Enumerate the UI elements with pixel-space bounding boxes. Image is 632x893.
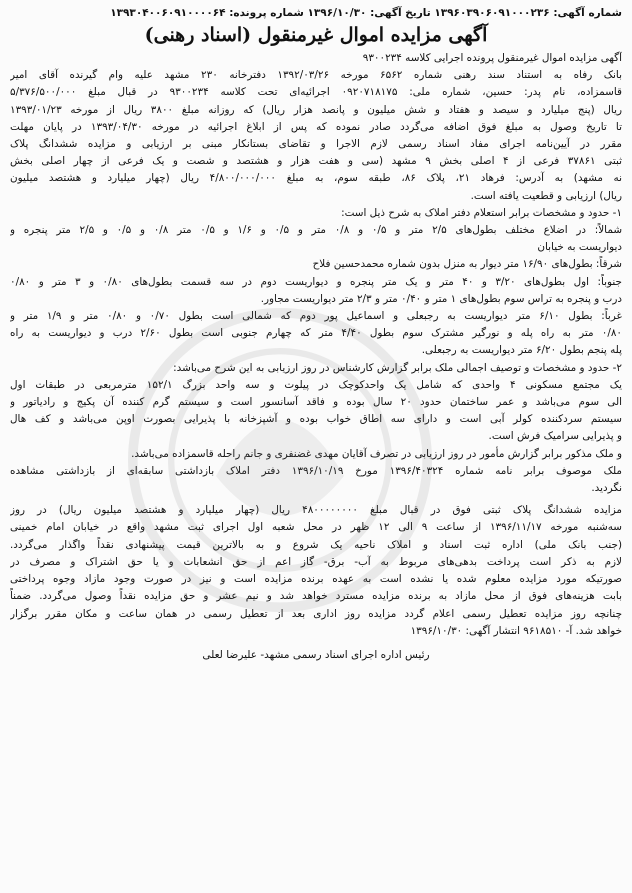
section-expert-description (10, 360, 622, 498)
text-line: مزایده ششدانگ پلاک ثبتی فوق در قبال مبلغ ۴۸۰۰۰۰۰۰۰۰ ریال (چهار میلیارد و هشتصد میلیون ریال) در روز (10, 504, 622, 517)
text-line: قاسمزاده، نام پدر: حسین، شماره ملی: ۰۹۲۰۷۱۸۱۷۵ اجرائیه‌ای تحت کلاسه ۹۳۰۰۲۳۴ در قبال مبلغ ۵/۳۷۶/۵۰۰/۰۰۰ (10, 86, 622, 99)
text-line: شرقاً: بطول‌های ۱۶/۹۰ متر دیوار به منزل بدون شماره محمدحسین فلاح (312, 258, 622, 271)
text-line: صورتیکه مورد مزایده معلوم شده یا نشده است به عهده برنده مزایده است و نیز در صورت وجود مازاد وجوه پرداختی (10, 573, 622, 586)
text-line: لازم به ذکر است پرداخت بدهی‌های مربوط به آب- برق- گاز اعم از حق انشعابات و یا حق اشتراک و مصرف در (10, 555, 622, 568)
text-line: (جنب بانک ملی) اداره ثبت اسناد و املاک ناحیه یک شروع و به بالاترین قیمت پیشنهادی نقداً واگذار می‌گردد. (10, 538, 622, 551)
signature-line: رئیس اداره اجرای اسناد رسمی مشهد- علیرضا لعلی (202, 648, 430, 661)
text-line: تا تاریخ وصول به مبلغ فوق اضافه می‌گردد صادر نموده که پس از ابلاغ اجرائیه در مورخه ۱۳۹۳/۰۴/۳۰ در پایان مهلت (10, 120, 622, 133)
text-line: ۰/۸۰ متر به راه پله و نورگیر مشترک سوم بطول ۴/۴۰ متر که چهارم جنوبی است بطول ۲/۶۰ درب و دیواریست به راه (10, 327, 622, 340)
notice-meta-line: شماره آگهی: ۱۳۹۶۰۳۹۰۶۰۹۱۰۰۰۲۳۶ تاریخ آگهی: ۱۳۹۶/۱۰/۳۰ شماره پرونده: ۱۳۹۳۰۴۰۰۶۰۹۱۰۰۰۰۶۴ (110, 7, 622, 19)
section-auction-terms (10, 502, 622, 640)
text-line: نگردید. (591, 482, 622, 495)
text-line: ملک موصوف برابر نامه شماره ۱۳۹۶/۴۰۳۲۴ مورخ ۱۳۹۶/۱۰/۱۹ دفتر املاک بازداشتی سابقه‌ای از بازداشتی مشاهده (10, 464, 622, 477)
section-boundaries-registry (10, 205, 622, 360)
text-line: شمالاً: در اضلاع مختلف بطول‌های ۲/۵ متر و ۰/۵ و ۰/۸ متر و ۰/۵ و ۱/۶ و ۰/۵ متر ۰/۸ و ۰/۵ و ۲/۵ متر پنجره و (10, 224, 622, 237)
text-line: ریال) ارزیابی و قطعیت یافته است. (470, 189, 622, 202)
text-line: ۲- حدود و مشخصات و توصیف اجمالی ملک برابر گزارش کارشناس در روز ارزیابی به این شرح می‌باشد: (173, 361, 622, 374)
text-line: و پذیرایی سرامیک فرش است. (488, 430, 622, 443)
text-line: بابت هزینه‌های فوق از محل مازاد به برنده مزایده مسترد خواهد شد و نیم عشر و حق مزایده نقداً وصول می‌گردد. ضمناً (10, 590, 622, 603)
text-line: غرباً: بطول ۶/۱۰ متر دیواریست به رجبعلی و اسماعیل پور دوم که شمالی است بطول ۰/۷۰ و ۰/۸۰ متر و ۱/۹ متر و (10, 310, 622, 323)
intro-paragraph (10, 50, 622, 205)
notice-title: آگهی مزایده اموال غیرمنقول (اسناد رهنی) (144, 24, 488, 46)
text-line: نه مشهد) به آدرس: فرهاد ۲۱، پلاک ۸۶، طبقه سوم، به مبلغ ۴/۸۰۰/۰۰۰/۰۰۰ ریال (چهار میلیارد و هشتصد میلیون (10, 172, 622, 185)
text-line: ریال (پنج میلیارد و سیصد و هفتاد و شش میلیون و پانصد هزار ریال) که روزانه مبلغ ۳۸۰۰ ریال از مورخه ۱۳۹۳/۰۱/۲۳ (10, 103, 622, 116)
text-line: آگهی مزایده اموال غیرمنقول پرونده اجرایی کلاسه ۹۳۰۰۲۳۴ (362, 52, 622, 64)
text-line: بانک رفاه به استناد سند رهنی شماره ۶۵۶۲ مورخه ۱۳۹۲/۰۳/۲۶ دفترخانه ۲۳۰ مشهد علیه وام گیرنده آقای امیر (10, 69, 622, 82)
text-line: سه‌شنبه مورخه ۱۳۹۶/۱۱/۱۷ از ساعت ۹ الی ۱۲ ظهر در محل شعبه اول اجرای ثبت مشهد واقع در خیابان امام خمینی (10, 521, 622, 534)
text-line: خواهد شد. آ- ۹۶۱۸۵۱۰ انتشار آگهی: ۱۳۹۶/۱۰/۳۰ (410, 624, 622, 637)
text-line: دیواریست به خیابان (537, 241, 622, 254)
text-line: درب و پنجره به تراس سوم بطول‌های ۱ متر و ۰/۴۰ متر و ۲/۳ متر دیواریست مجاور. (260, 292, 622, 305)
text-line: و ملک مذکور برابر گزارش مأمور در روز ارزیابی در تصرف آقایان مهدی غضنفری و جانم راحله قاسمزاده می‌باشد. (131, 447, 622, 460)
text-line: جنوباً: اول بطول‌های ۳/۲۰ و ۴۰ متر و یک متر پنجره و دیواریست دوم در سه قسمت بطول‌های ۰/۸۰ و ۳ متر و ۰/۸۰ (10, 275, 622, 288)
text-line: یک مجتمع مسکونی ۴ واحدی که شامل یک واحدکوچک در پیلوت و سه واحد بزرگ ۱۵۲/۱ مترمربعی در طبقات اول (10, 378, 622, 391)
text-line: سیستم سردکننده کولر آبی است و دارای سه اطاق خواب بوده و آشپزخانه با پذیرایی بصورت اوپن می‌باشد و کف هال (10, 413, 622, 426)
text-line: مقرر در آیین‌نامه اجرای مفاد اسناد رسمی لازم الاجرا و تقاضای بستانکار مبنی بر ارزیابی و مزایده ششدانگ پلاک (10, 138, 622, 151)
text-line: الی سوم می‌باشد و عمر ساختمان حدود ۲۰ سال بوده و فاقد آسانسور است و سیستم گرم کننده آن پکیج و رادیاتور و (10, 396, 622, 409)
text-line: ثبتی ۳۷۸۶۱ فرعی از ۴ اصلی بخش ۹ مشهد (سی و هفت هزار و هشتصد و شصت و یک فرعی از چهار اصلی بخش (10, 155, 622, 168)
text-line: پله پنجم بطول ۶/۲۰ متر دیواریست به رجبعلی. (421, 344, 622, 357)
text-line: چنانچه روز مزایده تعطیل رسمی اعلام گردد مزایده روز اداری بعد از تعطیل رسمی در همان ساعت و مکان مقرر برگزار (10, 607, 622, 620)
text-line: ۱- حدود و مشخصات برابر استعلام دفتر املاک به شرح ذیل است: (341, 206, 622, 219)
